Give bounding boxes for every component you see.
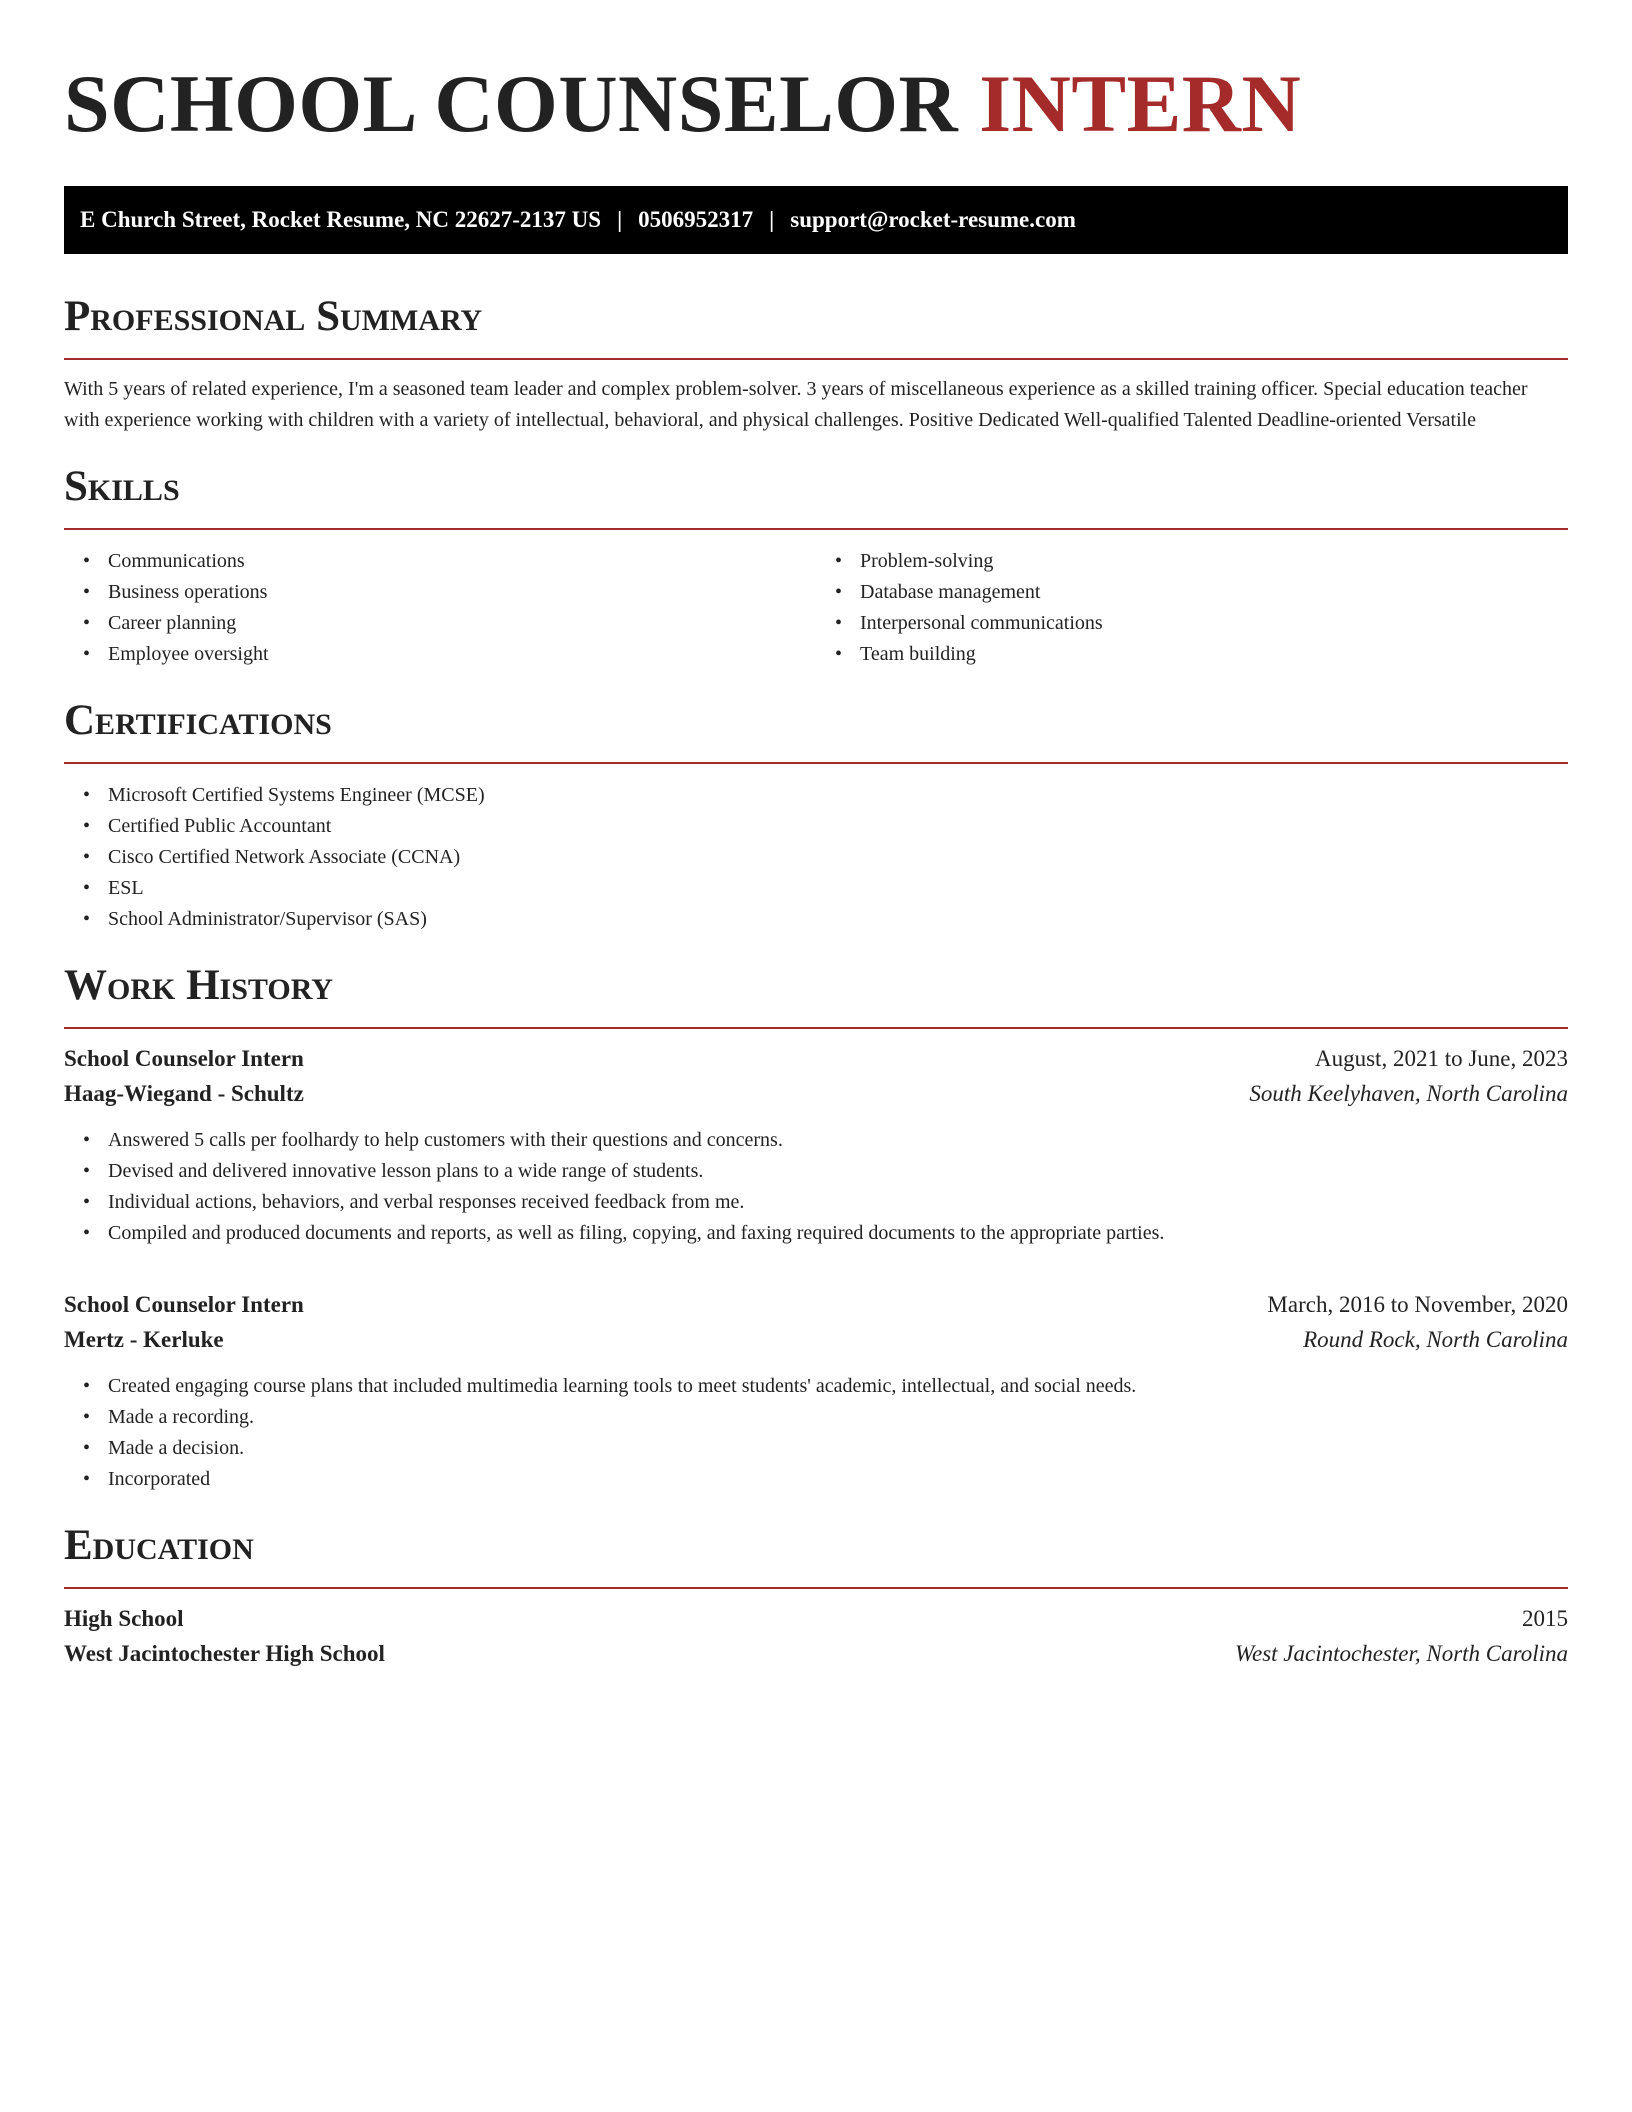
skill-item-text: Problem-solving (860, 550, 994, 572)
job-row (64, 1041, 1568, 1076)
job-company: Haag-Wiegand - Schultz (64, 1081, 304, 1106)
bullet-glyph: • (835, 612, 843, 634)
job-bullets (64, 1371, 1568, 1495)
certification-item (83, 842, 1568, 873)
resume-name (64, 56, 1568, 152)
education-row (64, 1601, 1568, 1636)
skills-list-left (64, 546, 816, 670)
job-row (64, 1322, 1568, 1357)
job-bullet-text: Made a recording. (108, 1406, 255, 1428)
skill-item-text: Interpersonal communications (860, 612, 1103, 634)
job-dates: March, 2016 to November, 2020 (1267, 1292, 1568, 1317)
bullet-glyph: • (83, 612, 91, 634)
skill-item (835, 577, 1568, 608)
bullet-glyph: • (83, 815, 91, 837)
section-divider (64, 762, 1568, 764)
skill-item (83, 608, 816, 639)
education-row (64, 1636, 1568, 1671)
bullet-glyph: • (83, 908, 91, 930)
skill-item (83, 546, 816, 577)
job-row (64, 1287, 1568, 1322)
bullet-glyph: • (83, 877, 91, 899)
bullet-glyph: • (83, 1437, 91, 1459)
skills-list-right (816, 546, 1568, 670)
education-entry (64, 1601, 1568, 1671)
bullet-glyph: • (83, 643, 91, 665)
job-bullet (83, 1371, 1568, 1402)
certification-item-text: Certified Public Accountant (108, 815, 332, 837)
certifications-section (64, 696, 1568, 935)
skill-item (835, 639, 1568, 670)
section-heading: Certifications (64, 697, 332, 744)
skills-grid (64, 530, 1568, 670)
job-bullet (83, 1187, 1568, 1218)
job-entry (64, 1287, 1568, 1495)
contact-separator: | (617, 207, 623, 232)
job-bullet-text: Created engaging course plans that included multimedia learning tools to meet students' academic, intellectual, and social needs. (108, 1375, 1137, 1397)
work-history-section (64, 961, 1568, 1495)
certification-item-text: Microsoft Certified Systems Engineer (MCSE) (108, 784, 485, 806)
bullet-glyph: • (83, 1191, 91, 1213)
bullet-glyph: • (83, 1468, 91, 1490)
job-company: Mertz - Kerluke (64, 1327, 224, 1352)
contact-separator: | (769, 207, 775, 232)
job-dates: August, 2021 to June, 2023 (1315, 1046, 1568, 1071)
job-bullet (83, 1156, 1568, 1187)
bullet-glyph: • (835, 643, 843, 665)
name-accent: INTERN (979, 58, 1302, 149)
contact-bar (64, 186, 1568, 254)
skill-item-text: Business operations (108, 581, 268, 603)
job-bullet (83, 1125, 1568, 1156)
education-year: 2015 (1522, 1606, 1568, 1631)
job-bullet-text: Devised and delivered innovative lesson plans to a wide range of students. (108, 1160, 704, 1182)
skills-section (64, 462, 1568, 670)
name-main: SCHOOL COUNSELOR (64, 58, 959, 149)
certification-item (83, 811, 1568, 842)
certification-item (83, 780, 1568, 811)
contact-phone: 0506952317 (638, 207, 754, 232)
education-degree: High School (64, 1606, 184, 1631)
contact-address: E Church Street, Rocket Resume, NC 22627-2137 US (80, 207, 602, 232)
job-bullet-text: Individual actions, behaviors, and verbal responses received feedback from me. (108, 1191, 745, 1213)
job-entry (64, 1041, 1568, 1249)
bullet-glyph: • (83, 1406, 91, 1428)
skill-item-text: Communications (108, 550, 245, 572)
job-location: Round Rock, North Carolina (1303, 1327, 1568, 1352)
bullet-glyph: • (83, 784, 91, 806)
certification-item-text: School Administrator/Supervisor (SAS) (108, 908, 427, 930)
section-divider (64, 358, 1568, 360)
certification-item-text: Cisco Certified Network Associate (CCNA) (108, 846, 461, 868)
bullet-glyph: • (83, 1375, 91, 1397)
bullet-glyph: • (835, 581, 843, 603)
section-divider (64, 1027, 1568, 1029)
skill-item-text: Database management (860, 581, 1041, 603)
education-section (64, 1521, 1568, 1671)
job-title: School Counselor Intern (64, 1046, 304, 1071)
bullet-glyph: • (83, 581, 91, 603)
education-location: West Jacintochester, North Carolina (1234, 1641, 1568, 1666)
job-bullet-text: Incorporated (108, 1468, 211, 1490)
job-bullet-text: Made a decision. (108, 1437, 245, 1459)
summary-text: With 5 years of related experience, I'm a seasoned team leader and complex problem-solver. 3 years of miscellaneous experience as a skilled training officer. Special education teacher with experience working with children with a variety of intellectual, behavioral, and physical challenges. Positive Dedicated Well-qualified Talented Deadline-oriented Versatile (64, 378, 1528, 431)
job-bullet (83, 1433, 1568, 1464)
skill-item (835, 608, 1568, 639)
certification-item (83, 904, 1568, 935)
job-location: South Keelyhaven, North Carolina (1249, 1081, 1568, 1106)
contact-email: support@rocket-resume.com (790, 207, 1076, 232)
bullet-glyph: • (83, 1160, 91, 1182)
bullet-glyph: • (83, 550, 91, 572)
skill-item (83, 577, 816, 608)
certifications-list (64, 780, 1568, 935)
certification-item-text: ESL (108, 877, 144, 899)
bullet-glyph: • (83, 1222, 91, 1244)
bullet-glyph: • (83, 1129, 91, 1151)
bullet-glyph: • (835, 550, 843, 572)
job-bullet (83, 1402, 1568, 1433)
skill-item-text: Career planning (108, 612, 237, 634)
job-bullet-text: Compiled and produced documents and reports, as well as filing, copying, and faxing required documents to the appropriate parties. (108, 1222, 1165, 1244)
certification-item (83, 873, 1568, 904)
job-bullet-text: Answered 5 calls per foolhardy to help customers with their questions and concerns. (108, 1129, 783, 1151)
jobs-list (64, 1041, 1568, 1495)
section-heading: Skills (64, 463, 180, 510)
job-row (64, 1076, 1568, 1111)
skill-item-text: Employee oversight (108, 643, 269, 665)
skill-item-text: Team building (860, 643, 976, 665)
section-heading: Work History (64, 962, 333, 1009)
section-heading: Education (64, 1522, 254, 1569)
summary-section (64, 292, 1568, 436)
job-bullet (83, 1464, 1568, 1495)
job-bullets (64, 1125, 1568, 1249)
skill-item (83, 639, 816, 670)
section-divider (64, 1587, 1568, 1589)
bullet-glyph: • (83, 846, 91, 868)
education-school: West Jacintochester High School (64, 1641, 385, 1666)
skill-item (835, 546, 1568, 577)
job-bullet (83, 1218, 1568, 1249)
section-heading: Professional Summary (64, 293, 483, 340)
job-title: School Counselor Intern (64, 1292, 304, 1317)
